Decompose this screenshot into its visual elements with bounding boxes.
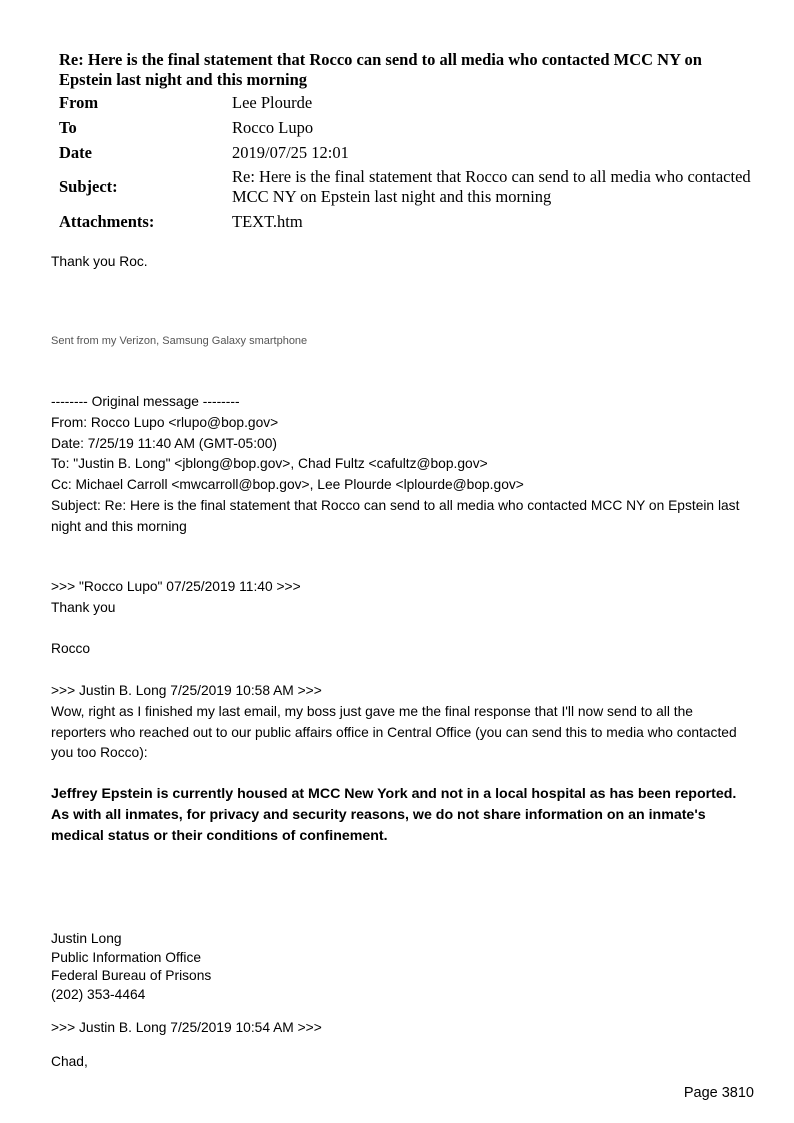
quote-header: >>> Justin B. Long 7/25/2019 10:54 AM >>> [51,1020,322,1035]
signature-block [51,930,751,1004]
quote-line: Thank you [51,599,116,615]
header-label: Attachments: [59,212,155,231]
header-label: Date [59,143,92,162]
sig-office: Public Information Office [51,949,202,965]
attachment-link[interactable]: TEXT.htm [232,212,303,231]
original-divider: -------- Original message -------- [51,394,240,409]
original-from: From: Rocco Lupo <rlupo@bop.gov> [51,414,279,430]
sig-agency: Federal Bureau of Prisons [51,968,212,983]
header-value: 2019/07/25 12:01 [232,143,349,162]
quote-header: >>> Justin B. Long 7/25/2019 10:58 AM >>> [51,683,322,698]
original-date: Date: 7/25/19 11:40 AM (GMT-05:00) [51,435,277,451]
original-message-header [51,392,751,538]
reply-text: Thank you Roc. [51,254,148,269]
sig-name: Justin Long [51,931,122,946]
quote-justin-1054 [51,1018,751,1073]
original-to: To: "Justin B. Long" <jblong@bop.gov>, Chad Fultz <cafultz@bop.gov> [51,456,488,472]
page-number: Page 3810 [683,1085,754,1101]
sig-phone: (202) 353-4464 [51,986,146,1002]
header-label: To [59,118,77,137]
quote-line: Rocco [51,641,91,657]
quote-rocco [51,577,751,660]
header-label: From [59,93,99,112]
original-subject: Subject: Re: Here is the final statement that Rocco can send to all media who contacted MCC NY on Epstein last night and this morning [51,497,740,534]
official-statement: Jeffrey Epstein is currently housed at MCC New York and not in a local hospital as has been reported. As with all inmates, for privacy and security reasons, we do not share information on an inmate's medical status or their conditions of confinement. [51,786,737,844]
header-label: Subject: [59,177,118,196]
header-value: Lee Plourde [232,93,313,112]
quote-justin-1058 [51,681,751,847]
header-row-subject [59,167,759,207]
quote-greeting: Chad, [51,1053,88,1069]
header-value: Re: Here is the final statement that Rocco can send to all media who contacted MCC NY on Epstein last night and this morning [232,167,751,206]
quote-header: >>> "Rocco Lupo" 07/25/2019 11:40 >>> [51,579,301,594]
original-cc: Cc: Michael Carroll <mwcarroll@bop.gov>, Lee Plourde <lplourde@bop.gov> [51,477,524,493]
email-title: Re: Here is the final statement that Rocco can send to all media who contacted MCC NY on Epstein last night and this morning [59,50,702,89]
mobile-signature: Sent from my Verizon, Samsung Galaxy smartphone [51,335,308,347]
header-value: Rocco Lupo [232,118,314,137]
quote-text: Wow, right as I finished my last email, my boss just gave me the final response that I'll now send to all the reporters who reached out to our public affairs office in Central Office (you can send this to media who contacted you too Rocco): [51,703,737,761]
